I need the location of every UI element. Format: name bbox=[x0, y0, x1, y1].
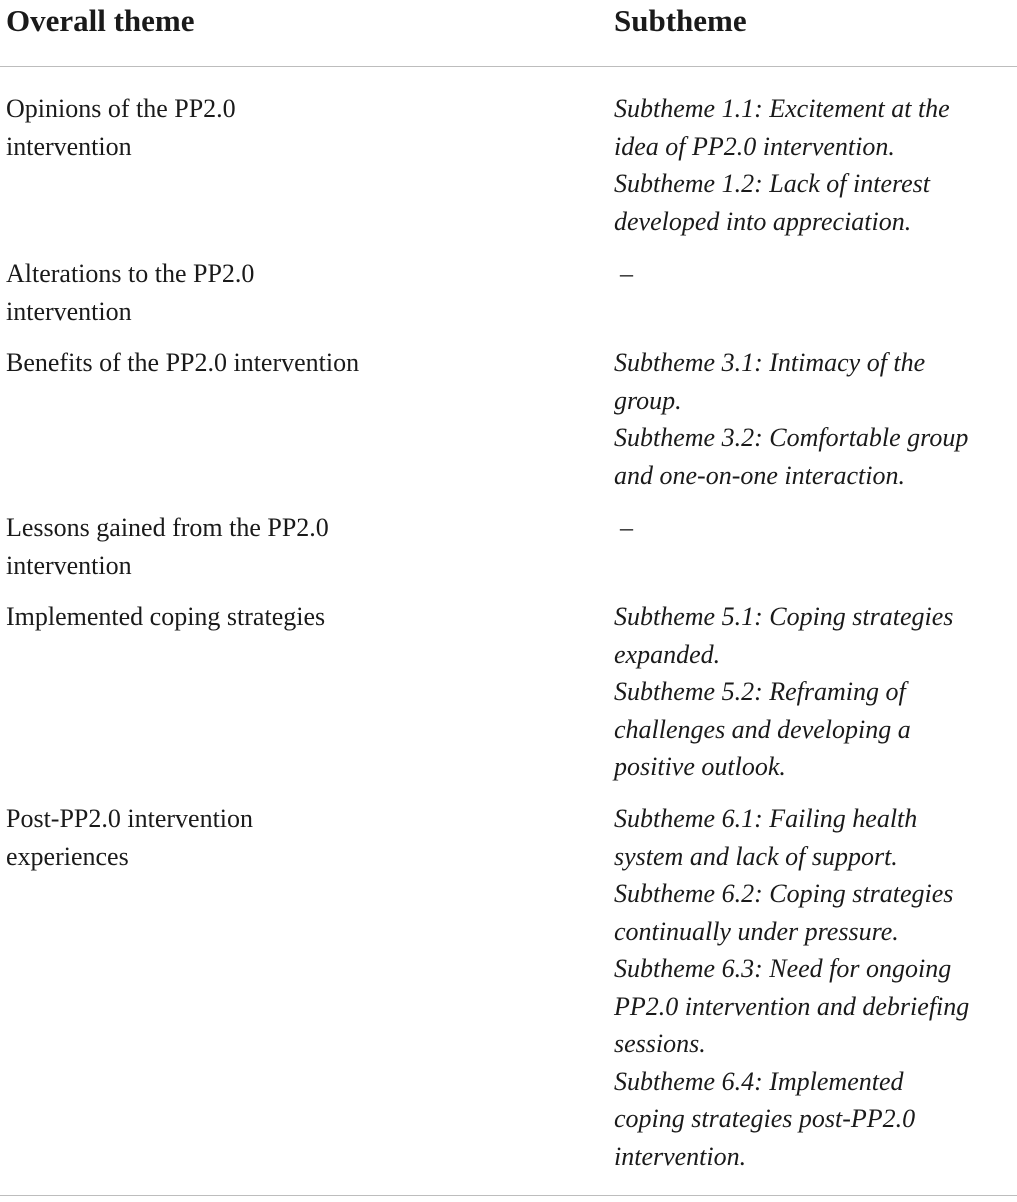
subtheme-text: idea of PP2.0 intervention. bbox=[614, 131, 895, 161]
theme-cell bbox=[6, 255, 446, 330]
theme-text: Opinions of the PP2.0 bbox=[6, 94, 236, 123]
subtheme-text: developed into appreciation. bbox=[614, 206, 912, 236]
theme-cell bbox=[6, 800, 446, 875]
subtheme-text: Subtheme 1.1: Excitement at the bbox=[614, 94, 950, 123]
theme-text: intervention bbox=[6, 296, 132, 326]
subtheme-text: challenges and developing a bbox=[614, 714, 911, 744]
subtheme-text: system and lack of support. bbox=[614, 841, 898, 871]
subtheme-text: continually under pressure. bbox=[614, 916, 899, 946]
subtheme-text: and one-on-one interaction. bbox=[614, 460, 905, 490]
subtheme-cell bbox=[614, 90, 1014, 240]
theme-text: intervention bbox=[6, 131, 132, 161]
subtheme-text: Subtheme 6.4: Implemented bbox=[614, 1066, 904, 1096]
subtheme-text: expanded. bbox=[614, 639, 721, 669]
subtheme-text: coping strategies post-PP2.0 bbox=[614, 1104, 916, 1133]
theme-cell bbox=[6, 90, 446, 165]
empty-subtheme-dash: – bbox=[620, 513, 633, 542]
theme-cell bbox=[6, 598, 446, 636]
subtheme-text: positive outlook. bbox=[614, 752, 786, 781]
subtheme-cell bbox=[614, 598, 1014, 786]
subtheme-text: Subtheme 5.1: Coping strategies bbox=[614, 602, 954, 631]
theme-text: Implemented coping strategies bbox=[6, 602, 326, 631]
empty-subtheme-dash: – bbox=[620, 259, 633, 288]
subtheme-cell bbox=[614, 800, 1014, 1175]
subtheme-text: Subtheme 6.2: Coping strategies bbox=[614, 879, 954, 908]
table-bottom-rule bbox=[0, 1195, 1017, 1196]
subtheme-text: PP2.0 intervention and debriefing bbox=[614, 991, 970, 1021]
theme-text: Alterations to the PP2.0 bbox=[6, 259, 255, 288]
theme-text: experiences bbox=[6, 841, 129, 871]
header-subtheme: Subtheme bbox=[614, 3, 747, 38]
theme-cell bbox=[6, 344, 446, 382]
subtheme-text: Subtheme 1.2: Lack of interest bbox=[614, 169, 931, 198]
theme-text: Lessons gained from the PP2.0 bbox=[6, 513, 329, 542]
theme-cell bbox=[6, 509, 446, 584]
subtheme-text: Subtheme 5.2: Reframing of bbox=[614, 677, 906, 706]
subtheme-text: Subtheme 3.1: Intimacy of the bbox=[614, 348, 926, 377]
subtheme-text: intervention. bbox=[614, 1141, 747, 1171]
subtheme-text: sessions. bbox=[614, 1029, 706, 1058]
theme-text: Post-PP2.0 intervention bbox=[6, 804, 254, 833]
subtheme-text: Subtheme 6.3: Need for ongoing bbox=[614, 954, 952, 983]
theme-text: intervention bbox=[6, 550, 132, 580]
header-overall-theme: Overall theme bbox=[6, 3, 195, 38]
subtheme-text: group. bbox=[614, 385, 682, 415]
subtheme-text: Subtheme 6.1: Failing health bbox=[614, 804, 918, 833]
table-header-row bbox=[0, 0, 1017, 67]
subtheme-cell bbox=[614, 344, 1014, 494]
theme-text: Benefits of the PP2.0 intervention bbox=[6, 348, 360, 377]
subtheme-text: Subtheme 3.2: Comfortable group bbox=[614, 423, 969, 452]
